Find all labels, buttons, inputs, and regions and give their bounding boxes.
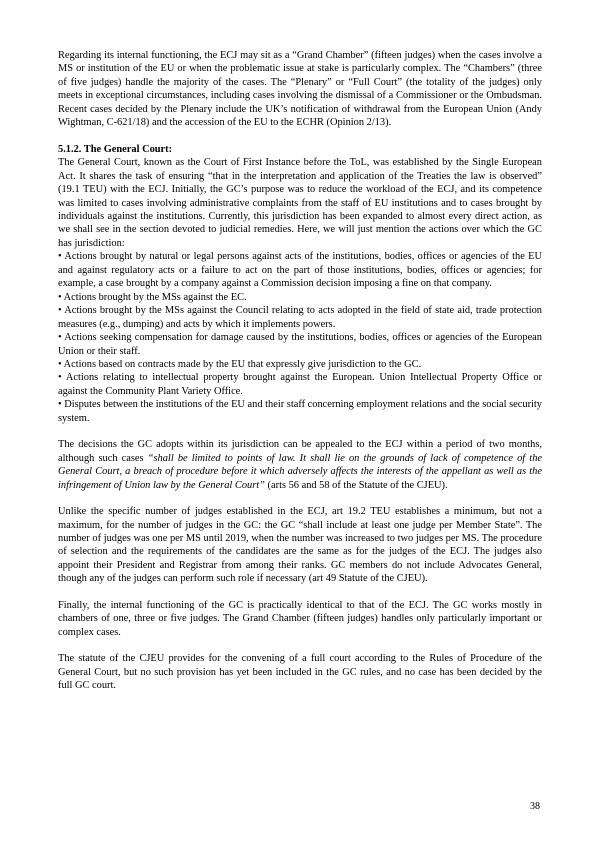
list-item: • Actions relating to intellectual property brought against the European. Union Intellectual Property Office or against the Community Plant Variety Office.: [58, 372, 542, 397]
paragraph-gap: [58, 639, 542, 652]
statute-quote: “shall be limited to points of law. It shall lie on the grounds of lack of competence of the General Court, a breach of procedure before it which adversely affects the interests of the appellant as well as the infringement of Union law by the General Court”: [58, 452, 543, 491]
section-heading: 5.1.2. The General Court:: [58, 143, 173, 155]
paragraph-gap: [58, 586, 542, 599]
paragraph-gap: [58, 492, 542, 505]
list-item: • Actions brought by the MSs against the EC.: [58, 291, 247, 303]
general-court-paragraph: The General Court, known as the Court of First Instance before the ToL, was established by the Single European Act. It shares the task of ensuring “that in the interpretation and application of the Treaties the law is observed” (19.1 TEU) with the ECJ. Initially, the GC’s purpose was to reduce the workload of the ECJ, and its competence was limited to cases involving administrative complaints from the staff of EU institutions and to cases brought by individuals against the institutions. Currently, this jurisdiction has been expanded to almost every direct action, as we shall see in the section devoted to judicial remedies. Here, we will just mention the actions over which the GC has jurisdiction:: [58, 157, 542, 249]
paragraph-gap: [58, 425, 542, 438]
paragraph-gap: [58, 130, 542, 143]
list-item: • Actions brought by the MSs against the Council relating to acts adopted in the field of state aid, trade protection measures (e.g., dumping) and acts by which it implements powers.: [58, 305, 542, 330]
list-item: • Actions brought by natural or legal persons against acts of the institutions, bodies, offices or agencies of the EU and against regulatory acts or a failure to act on the part of those institutions, bodies, offices or agencies; for example, a case brought by a company against a Commission decision imposing a fine on that company.: [58, 251, 542, 290]
judges-paragraph: Unlike the specific number of judges established in the ECJ, art 19.2 TEU establishes a minimum, but not a maximum, for the number of judges in the GC: the GC “shall include at least one judge per Member State”. The number of judges was one per MS until 2019, when the number was increased to two judges per MS. The procedure of selection and the requirements of the candidates are the same as for the judges of the ECJ. The judges also appoint their President and Registrar from among their ranks. GC members do not include Advocates General, though any of the judges can perform such role if necessary (art 49 Statute of the CJEU).: [58, 506, 542, 585]
intro-paragraph: Regarding its internal functioning, the ECJ may sit as a “Grand Chamber” (fifteen judges) when the cases involve a MS or institution of the EU or when the problematic issue at stake is particularly complex. The “Chambers” (three of five judges) handle the majority of the cases. The “Plenary” or “Full Court” (the totality of the judges) only meets in exceptional circumstances, including cases involving the dismissal of a Commissioner or the Ombudsman. Recent cases decided by the Plenary include the UK’s notification of withdrawal from the European Union (Andy Wightman, C-621/18) and the accession of the EU to the ECHR (Opinion 2/13).: [58, 50, 542, 129]
appeal-paragraph: [58, 438, 542, 492]
jurisdiction-list: [58, 250, 542, 425]
functioning-paragraph: Finally, the internal functioning of the GC is practically identical to that of the ECJ. The GC works mostly in chambers of one, three or five judges. The Grand Chamber (fifteen judges) handles only particularly important or complex cases.: [58, 599, 542, 638]
page-number: 38: [530, 801, 540, 812]
list-item: • Actions seeking compensation for damage caused by the institutions, bodies, offices or agencies of the European Union or their staff.: [58, 332, 542, 357]
list-item: • Disputes between the institutions of the EU and their staff concerning employment relations and the social security system.: [58, 399, 542, 424]
statute-paragraph: The statute of the CJEU provides for the convening of a full court according to the Rules of Procedure of the General Court, but no such provision has yet been included in the GC rules, and no case has been decided by the full GC court.: [58, 653, 542, 692]
appeal-text: The decisions the GC adopts within its jurisdiction can be appealed to the ECJ within a period of two months, although such cases: [58, 439, 542, 464]
list-item: • Actions based on contracts made by the EU that expressly give jurisdiction to the GC.: [58, 358, 422, 370]
appeal-citation: (arts 56 and 58 of the Statute of the CJEU).: [264, 479, 448, 491]
page-content: [58, 49, 542, 692]
